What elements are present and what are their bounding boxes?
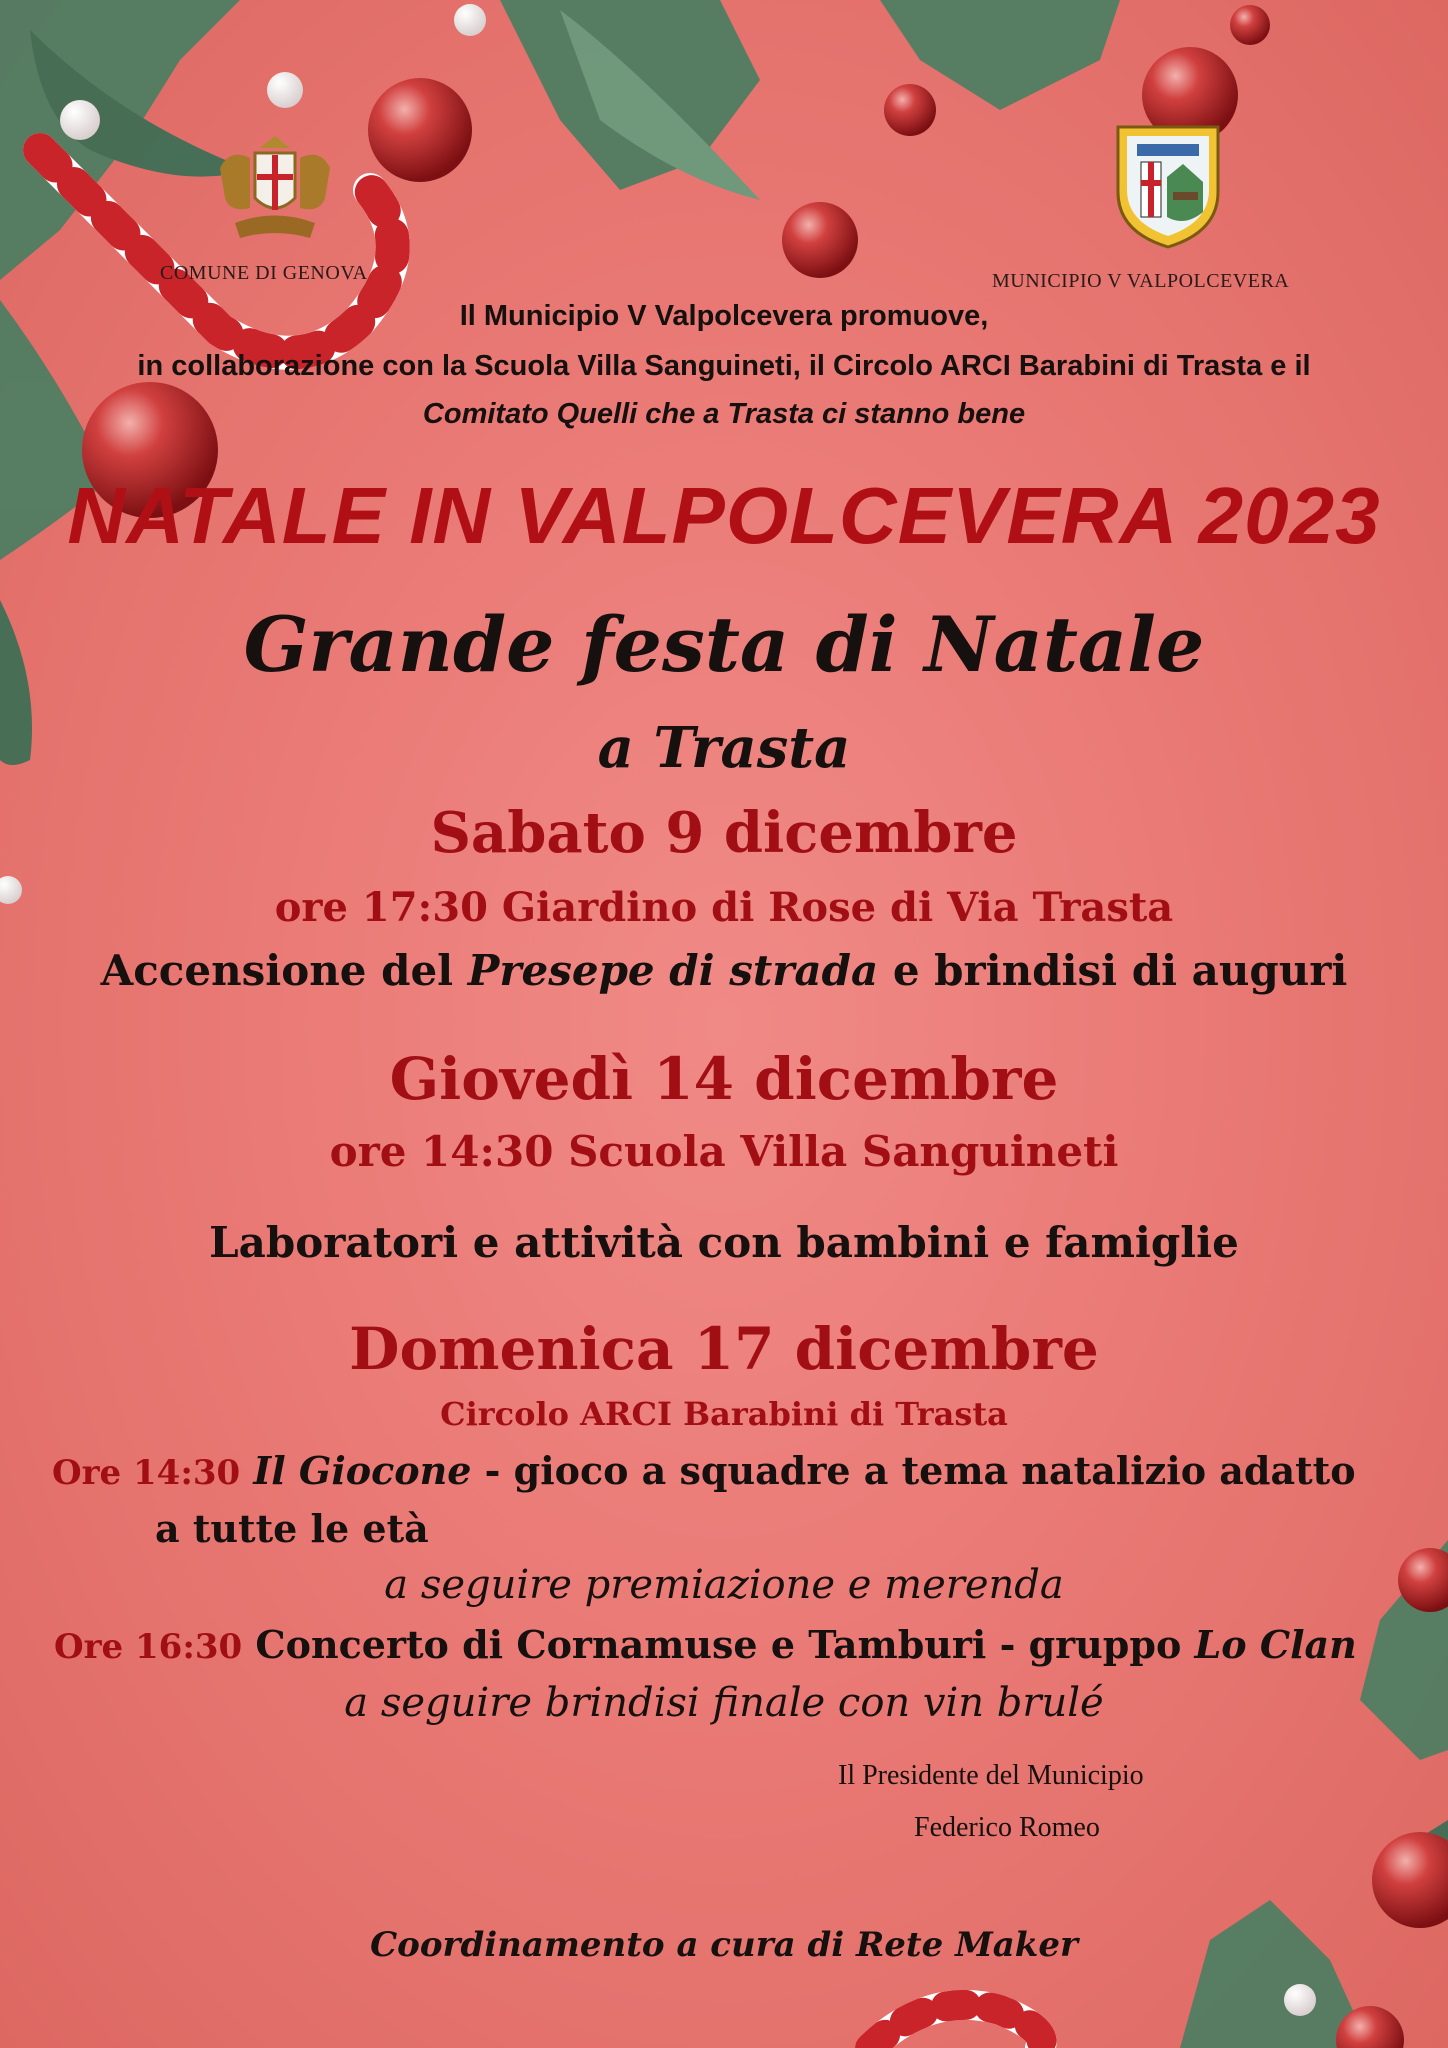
signature-name: Federico Romeo xyxy=(914,1812,1100,1843)
event-date-saturday: Sabato 9 dicembre xyxy=(430,800,1018,866)
event-date-thursday: Giovedì 14 dicembre xyxy=(389,1045,1059,1113)
event-date-sunday: Domenica 17 dicembre xyxy=(349,1315,1099,1383)
intro-line-2: in collaborazione con la Scuola Villa Sanguineti, il Circolo ARCI Barabini di Trasta e il xyxy=(137,350,1311,382)
intro-line-3: Comitato Quelli che a Trasta ci stanno bene xyxy=(422,398,1026,430)
page-title: Grande festa di Natale xyxy=(243,600,1205,689)
event-time-place-thursday: ore 14:30 Scuola Villa Sanguineti xyxy=(329,1127,1119,1176)
comune-di-genova-label: COMUNE DI GENOVA xyxy=(160,262,368,284)
signature-role: Il Presidente del Municipio xyxy=(838,1760,1144,1791)
coordination-credit: Coordinamento a cura di Rete Maker xyxy=(370,1925,1078,1965)
event-desc-saturday: Accensione del Presepe di strada e brindisi di auguri xyxy=(100,946,1348,995)
municipio-valpolcevera-label: MUNICIPIO V VALPOLCEVERA xyxy=(992,270,1290,292)
intro-line-1: Il Municipio V Valpolcevera promuove, xyxy=(459,300,989,332)
comune-di-genova-logo xyxy=(210,128,340,248)
event-time-place-saturday: ore 17:30 Giardino di Rose di Via Trasta xyxy=(274,884,1174,931)
event-headline: NATALE IN VALPOLCEVERA 2023 xyxy=(67,471,1381,560)
event-follow-brindisi: a seguire brindisi finale con vin brulé xyxy=(344,1680,1104,1726)
event-follow-premiazione: a seguire premiazione e merenda xyxy=(384,1562,1064,1608)
event-item-giocone-cont: a tutte le età xyxy=(155,1506,429,1551)
municipio-valpolcevera-logo xyxy=(1113,122,1223,252)
page-subtitle: a Trasta xyxy=(597,715,851,781)
event-item-concerto: Ore 16:30 Concerto di Cornamuse e Tamburi - gruppo Lo Clan xyxy=(54,1622,1357,1667)
event-item-giocone: Ore 14:30 Il Giocone - gioco a squadre a tema natalizio adatto xyxy=(52,1448,1356,1493)
event-place-sunday: Circolo ARCI Barabini di Trasta xyxy=(440,1395,1008,1433)
event-desc-thursday: Laboratori e attività con bambini e famiglie xyxy=(209,1218,1239,1267)
